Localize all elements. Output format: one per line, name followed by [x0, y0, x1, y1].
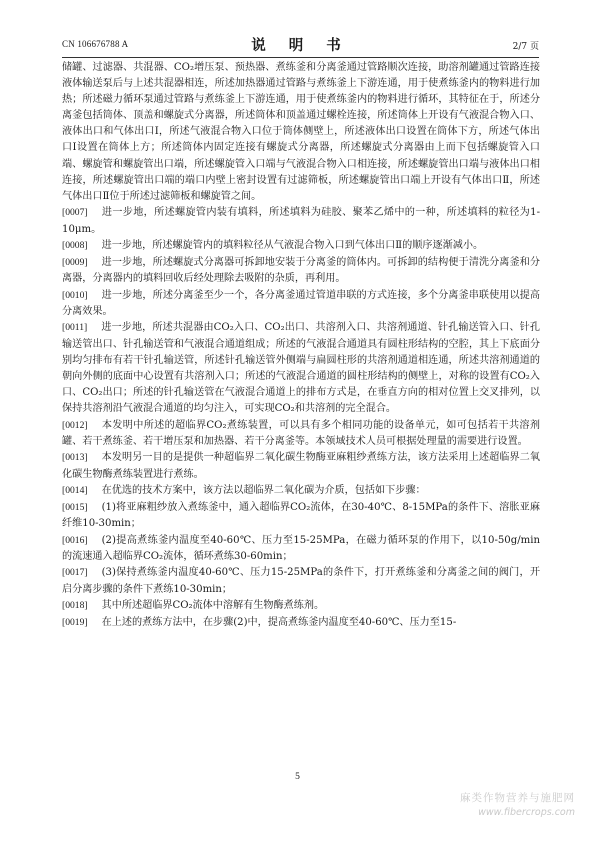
- page-indicator: 2/7 页: [512, 42, 539, 52]
- continuation-paragraph: 储罐、过滤器、共混器、CO₂增压泵、预热器、煮练釜和分离釜通过管路顺次连接，助溶剂罐通过管路连接液体输送泵后与上述共混器相连，所述加热器通过管路与煮练釜上下游连通，用于使煮练釜内的物料进行加热；所述磁力循环泵通过管路与煮练釜上下游连通，用于使煮练釜内的物料进行循环，其特征在于，所述分离釜包括筒体、顶盖和螺旋式分离器，所述筒体和顶盖通过螺栓连接，所述筒体上开设有气液混合物入口、液体出口和气体出口Ⅰ，所述气液混合物入口位于筒体侧壁上，所述液体出口设置在筒体下方，所述气体出口Ⅰ设置在筒体上方；所述筒体内固定连接有螺旋式分离器，所述螺旋式分离器由上而下包括螺旋管入口端、螺旋管和螺旋管出口端，所述螺旋管入口端与气液混合物入口相连接，所述螺旋管出口端与液体出口相连接，所述螺旋管出口端的端口内壁上密封设置有过滤筛板，所述螺旋管出口端上开设有气体出口Ⅱ，所述气体出口Ⅱ位于所述过滤筛板和螺旋管之间。: [62, 62, 540, 202]
- paragraph-0011: [62, 320, 540, 417]
- document-title: 说 明 书: [251, 37, 350, 54]
- watermark: [460, 790, 575, 818]
- page-header: [62, 34, 539, 56]
- paragraph-number: [0012]: [62, 419, 88, 431]
- paragraph-text: 进一步地，所述螺旋管内的填料粒径从气液混合物入口到气体出口Ⅱ的顺序逐渐减小。: [101, 240, 484, 252]
- paragraph-text: 在上述的煮练方法中，在步骤(2)中，提高煮练釜内温度至40-60℃、压力至15-: [101, 616, 457, 628]
- paragraph-text: 其中所述超临界CO₂流体中溶解有生物酶煮练剂。: [101, 600, 325, 612]
- paragraph-text: 进一步地，所述共混器由CO₂入口、CO₂出口、共溶剂入口、共溶剂通道、针孔输送管入口、针孔输送管出口、针孔输送管和气液混合通道组成；所述的气液混合通道具有圆柱形结构的空腔，其上下底面分别均匀排布有若干针孔输送管，所述针孔输送管外侧端与扁圆柱形的共溶剂通道相连通，所述共溶剂通道的朝向外侧的底面中心设置有共溶剂入口；所述的气液混合通道的圆柱形结构的侧壁上，对称的设置有CO₂入口、CO₂出口；所述的针孔输送管在气液混合通道上的排布方式是，在垂直方向的相对位置上交叉排列，以保持共溶剂沿气液混合通道的均匀注入，可实现CO₂和共溶剂的完全混合。: [62, 322, 540, 414]
- paragraph-0007: [62, 205, 540, 237]
- paragraph-number: [0017]: [62, 567, 88, 579]
- paragraph-number: [0011]: [62, 322, 88, 334]
- paragraph-number: [0018]: [62, 600, 88, 612]
- paragraph-0017: [62, 565, 540, 597]
- paragraph-text: 在优选的技术方案中，该方法以超临界二氧化碳为介质，包括如下步骤：: [101, 485, 426, 497]
- publication-number: CN 106676788 A: [62, 39, 129, 49]
- paragraph-0009: [62, 255, 540, 287]
- paragraph-number: [0010]: [62, 289, 88, 301]
- paragraph-text: (1)将亚麻粗纱放入煮练釜中，通入超临界CO₂流体，在30-40℃、8-15MPa的条件下、溶胀亚麻纤维10-30min；: [62, 501, 540, 529]
- watermark-site-name: 麻类作物营养与施肥网: [460, 792, 575, 804]
- paragraph-number: [0015]: [62, 501, 88, 513]
- paragraph-text: (2)提高煮练釜内温度至40-60℃、压力至15-25MPa，在磁力循环泵的作用下，以10-50g/min的流速通入超临界CO₂流体，循环煮练30-60min；: [62, 534, 540, 562]
- watermark-url: www.fibercrops.com: [478, 807, 575, 818]
- document-body: [62, 60, 540, 631]
- paragraph-number: [0007]: [62, 207, 88, 219]
- paragraph-text: 进一步地，所述螺旋管内装有填料，所述填料为硅胶、聚苯乙烯中的一种，所述填料的粒径为1-10μm。: [62, 207, 540, 235]
- paragraph-0019: [62, 615, 540, 631]
- paragraph-0012: [62, 418, 540, 450]
- paragraph-text: 进一步地，所述分离釜至少一个，各分离釜通过管道串联的方式连接，多个分离釜串联使用以提高分离效果。: [62, 289, 540, 317]
- paragraph-number: [0019]: [62, 616, 88, 628]
- header-divider: [62, 57, 539, 58]
- paragraph-number: [0013]: [62, 452, 88, 464]
- paragraph-0014: [62, 483, 540, 499]
- paragraph-0015: [62, 500, 540, 532]
- paragraph-text: (3)保持煮练釜内温度40-60℃、压力15-25MPa的条件下，打开煮练釜和分离釜之间的阀门，开启分离步骤的条件下煮练10-30min；: [62, 567, 540, 595]
- paragraph-number: [0009]: [62, 256, 88, 268]
- paragraph-0013: [62, 450, 540, 482]
- paragraph-0010: [62, 288, 540, 320]
- paragraph-text: 本发明中所述的超临界CO₂煮练装置，可以具有多个相同功能的设备单元，如可包括若干共溶剂罐、若干煮练釜、若干增压泵和加热器、若干分离釜等。本领域技术人员可根据处理量的需要进行设置。: [62, 419, 540, 447]
- paragraph-text: 进一步地，所述螺旋式分离器可拆卸地安装于分离釜的筒体内。可拆卸的结构便于清洗分离釜和分离器，分离器内的填料回收后经处理除去吸附的杂质，再利用。: [62, 256, 540, 284]
- paragraph-number: [0008]: [62, 240, 88, 252]
- paragraph-text: 本发明另一目的是提供一种超临界二氧化碳生物酶亚麻粗纱煮练方法，该方法采用上述超临界二氧化碳生物酶煮练装置进行煮练。: [62, 452, 540, 480]
- paragraph-0016: [62, 533, 540, 565]
- paragraph-0008: [62, 238, 540, 254]
- paragraph-number: [0016]: [62, 534, 88, 546]
- page-number: 5: [295, 772, 300, 782]
- paragraph-0018: [62, 598, 540, 614]
- paragraph-number: [0014]: [62, 485, 88, 497]
